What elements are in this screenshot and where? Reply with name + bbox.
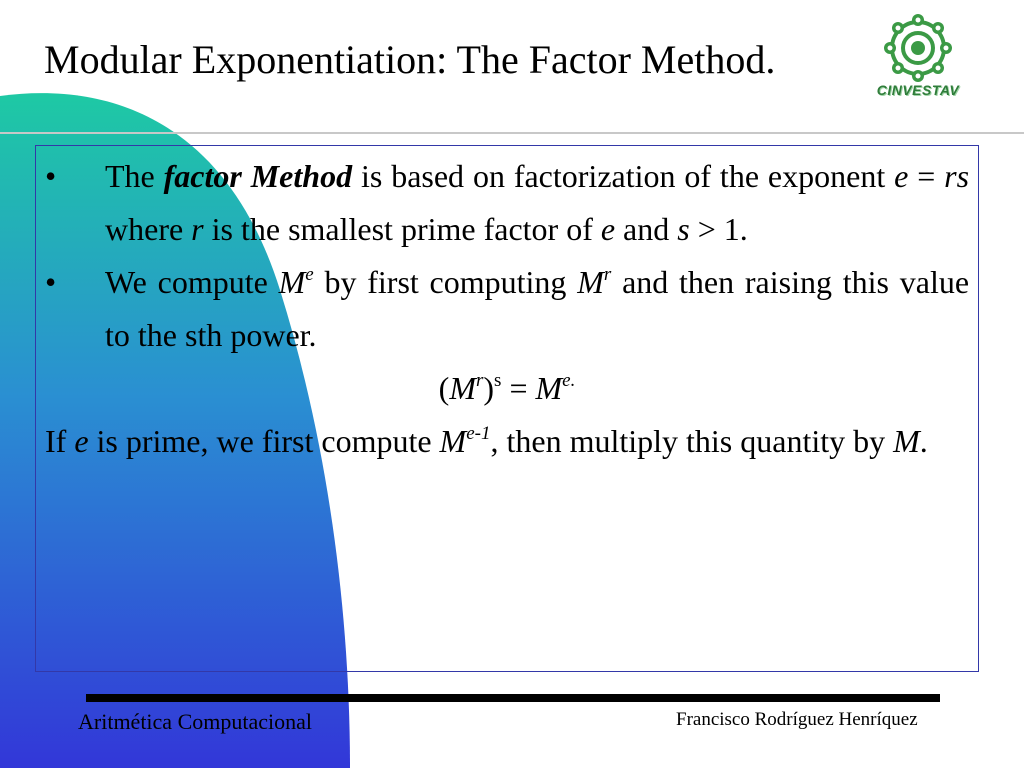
text: where xyxy=(105,211,184,247)
variable-r: r xyxy=(191,211,204,247)
text: is based on factorization of the exponent xyxy=(360,158,886,194)
title-divider xyxy=(0,132,1024,134)
variable-m: M xyxy=(535,370,563,406)
variable-e: e xyxy=(894,158,909,194)
variable-m: M xyxy=(278,264,306,300)
footer-rule xyxy=(86,694,940,702)
prime-exponent-note xyxy=(45,415,969,468)
exponent-e: e xyxy=(305,264,314,285)
slide-title: Modular Exponentiation: The Factor Method. xyxy=(44,37,776,82)
cinvestav-logo-text: CINVESTAV xyxy=(876,82,960,98)
exponent-s: s xyxy=(494,370,502,391)
text: is the smallest prime factor of xyxy=(211,211,593,247)
bullet-marker: • xyxy=(45,158,57,194)
exponent-r: r xyxy=(603,264,612,285)
variable-rs: rs xyxy=(944,158,970,194)
text: , then multiply this quantity by xyxy=(490,423,886,459)
formula-line xyxy=(45,362,969,415)
footer-course-name: Aritmética Computacional xyxy=(78,709,312,734)
text: and xyxy=(623,211,670,247)
formula-paren: ) xyxy=(483,370,495,406)
text: We compute xyxy=(105,264,268,300)
variable-e: e xyxy=(600,211,616,247)
variable-m: M xyxy=(449,370,476,406)
bullet-compute-m-e xyxy=(45,256,969,362)
exponent-e: e. xyxy=(562,370,576,391)
formula-paren: ( xyxy=(438,370,450,406)
text: is prime, we first compute xyxy=(96,423,432,459)
exponent-e-minus-1: e-1 xyxy=(466,423,491,444)
footer-author: Francisco Rodríguez Henríquez xyxy=(676,709,918,730)
variable-m: M xyxy=(893,423,920,459)
text: If xyxy=(45,423,67,459)
variable-e: e xyxy=(74,423,89,459)
text: . xyxy=(919,423,928,459)
bullet-factor-method xyxy=(45,150,969,256)
equals-sign: = xyxy=(917,158,936,194)
bullet-marker: • xyxy=(45,264,57,300)
text: > 1. xyxy=(697,211,748,247)
exponent-r: r xyxy=(475,370,484,391)
text: by first computing xyxy=(324,264,567,300)
variable-m: M xyxy=(577,264,604,300)
text: and then raising this value to the sth power. xyxy=(105,264,970,353)
text: The xyxy=(105,158,155,194)
equals-sign: = xyxy=(501,370,536,406)
emphasis-factor-method: factor Method xyxy=(163,158,353,194)
variable-s: s xyxy=(677,211,690,247)
cinvestav-logo xyxy=(868,14,968,106)
cinvestav-logo-icon xyxy=(868,14,968,84)
slide-content xyxy=(45,150,969,468)
variable-m: M xyxy=(439,423,467,459)
